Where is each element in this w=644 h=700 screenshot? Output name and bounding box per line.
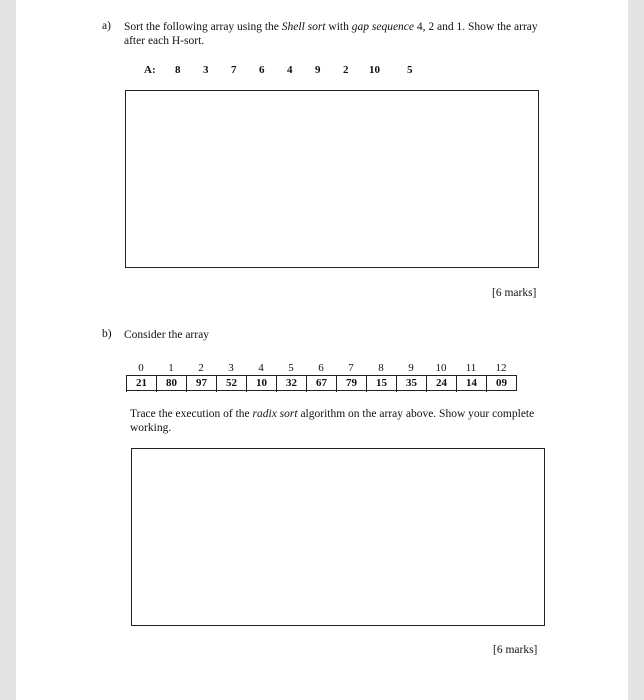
array-b-cell: 80 — [156, 376, 186, 392]
array-b-cell: 24 — [426, 376, 456, 392]
array-b-cell: 15 — [366, 376, 396, 392]
array-b-index: 0 — [138, 362, 144, 374]
array-a-value: 7 — [231, 64, 237, 76]
question-b-text-part1: Trace the execution of the — [130, 408, 253, 420]
exam-page — [16, 0, 628, 700]
question-a-text — [124, 20, 554, 48]
question-a-text-part1: Sort the following array using the — [124, 21, 282, 33]
question-b-text-part2: algorithm on the array above. Show your complete working. — [130, 408, 535, 434]
array-b-index: 5 — [288, 362, 294, 374]
question-a-label: a) — [102, 20, 111, 32]
array-b-cell: 09 — [486, 376, 516, 392]
question-a-text-part3: 4, 2 and 1. Show the array after each H-sort. — [124, 21, 538, 47]
array-b-table — [126, 375, 517, 391]
array-b-index: 7 — [348, 362, 354, 374]
array-a-value: 8 — [175, 64, 181, 76]
array-b-cell: 32 — [276, 376, 306, 392]
radix-sort-term: radix sort — [252, 408, 298, 420]
gap-sequence-term: gap sequence — [351, 21, 415, 33]
array-a-value: 2 — [343, 64, 349, 76]
array-b-index: 10 — [435, 362, 447, 374]
array-b-index: 12 — [495, 362, 507, 374]
array-b-cell: 21 — [126, 376, 156, 392]
array-b-index: 11 — [465, 362, 477, 374]
array-a-value: 10 — [369, 64, 380, 76]
array-b-cell: 52 — [216, 376, 246, 392]
array-b-index: 2 — [198, 362, 204, 374]
answer-box-a[interactable] — [125, 90, 539, 268]
question-b-intro: Consider the array — [124, 329, 209, 341]
array-b-index: 1 — [168, 362, 174, 374]
array-b-cell: 35 — [396, 376, 426, 392]
answer-box-b[interactable] — [131, 448, 545, 626]
array-b-cell: 97 — [186, 376, 216, 392]
array-b-index: 8 — [378, 362, 384, 374]
array-a-value: 4 — [287, 64, 293, 76]
array-b-indices — [126, 362, 516, 374]
shell-sort-term: Shell sort — [281, 21, 326, 33]
marks-a: [6 marks] — [492, 287, 537, 299]
question-b-text — [130, 407, 540, 435]
array-b-index: 6 — [318, 362, 324, 374]
array-b-index: 9 — [408, 362, 414, 374]
array-b-cell: 14 — [456, 376, 486, 392]
question-b-label: b) — [102, 328, 112, 340]
array-a-value: 9 — [315, 64, 321, 76]
array-b-index: 3 — [228, 362, 234, 374]
marks-b: [6 marks] — [493, 644, 538, 656]
array-a-value: 6 — [259, 64, 265, 76]
array-b-cell: 10 — [246, 376, 276, 392]
array-b-cell: 67 — [306, 376, 336, 392]
array-a-label: A: — [144, 64, 156, 76]
question-a-text-part2: with — [325, 21, 352, 33]
array-b-cell: 79 — [336, 376, 366, 392]
array-a-value: 3 — [203, 64, 209, 76]
array-b-index: 4 — [258, 362, 264, 374]
array-a-value: 5 — [407, 64, 413, 76]
